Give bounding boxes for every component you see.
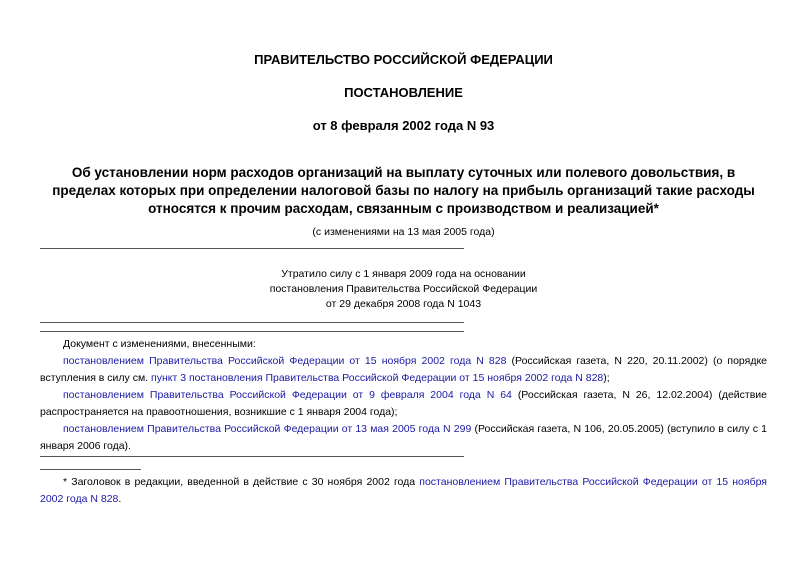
repeal-line-1: Утратило силу с 1 января 2009 года на основании <box>281 268 526 280</box>
divider <box>40 322 464 323</box>
footnote-tail: . <box>118 493 122 505</box>
amendment-text: (Российская газета, N 26, 12.02.2004) (действие распространяется на правоотношения, возникшие с 1 января 2004 года); <box>40 389 767 418</box>
amendment-item <box>40 387 767 421</box>
amendment-link[interactable]: постановлением Правительства Российской Федерации от 9 февраля 2004 года N 64 <box>63 389 512 401</box>
divider <box>40 456 464 457</box>
government-heading: ПРАВИТЕЛЬСТВО РОССИЙСКОЙ ФЕДЕРАЦИИ <box>254 52 553 67</box>
amendment-link[interactable]: постановлением Правительства Российской Федерации от 13 мая 2005 года N 299 <box>63 423 472 435</box>
date-number-heading: от 8 февраля 2002 года N 93 <box>312 118 495 133</box>
footnote-body: * Заголовок в редакции, введенной в действие с 30 ноября 2002 года <box>63 476 420 488</box>
amendment-item <box>40 353 767 387</box>
repeal-line-2: постановления Правительства Российской Федерации <box>269 283 538 295</box>
footnote <box>40 474 767 508</box>
footnote-divider <box>40 469 141 470</box>
amendment-text: ); <box>603 372 610 384</box>
document-type-heading: ПОСТАНОВЛЕНИЕ <box>344 85 463 100</box>
footnote-text <box>40 474 767 508</box>
divider <box>40 248 464 249</box>
amendments-intro: Документ с изменениями, внесенными: <box>63 338 256 350</box>
footnote-link[interactable]: постановлением Правительства Российской Федерации от 15 ноября 2002 года N 828 <box>40 476 767 505</box>
amendment-text: (Российская газета, N 220, 20.11.2002) (о порядке вступления в силу см. <box>40 355 768 384</box>
amended-note: (с изменениями на 13 мая 2005 года) <box>312 226 495 238</box>
amendment-item <box>40 421 767 455</box>
amendment-link[interactable]: пункт 3 постановления Правительства Российской Федерации от 15 ноября 2002 года N 828 <box>151 372 604 384</box>
amendments-section <box>40 336 767 455</box>
divider <box>40 331 464 332</box>
repeal-line-3: от 29 декабря 2008 года N 1043 <box>325 298 482 310</box>
amendment-text: (Российская газета, N 106, 20.05.2005) (вступило в силу с 1 января 2006 года). <box>40 423 767 452</box>
document-title: Об установлении норм расходов организаций на выплату суточных или полевого довольствия, в пределах которых при определении налоговой базы по налогу на прибыль организаций такие расходы относятся к прочим расходам, связанным с производством и реализацией* <box>52 165 755 216</box>
amendment-link[interactable]: постановлением Правительства Российской Федерации от 15 ноября 2002 года N 828 <box>63 355 507 367</box>
